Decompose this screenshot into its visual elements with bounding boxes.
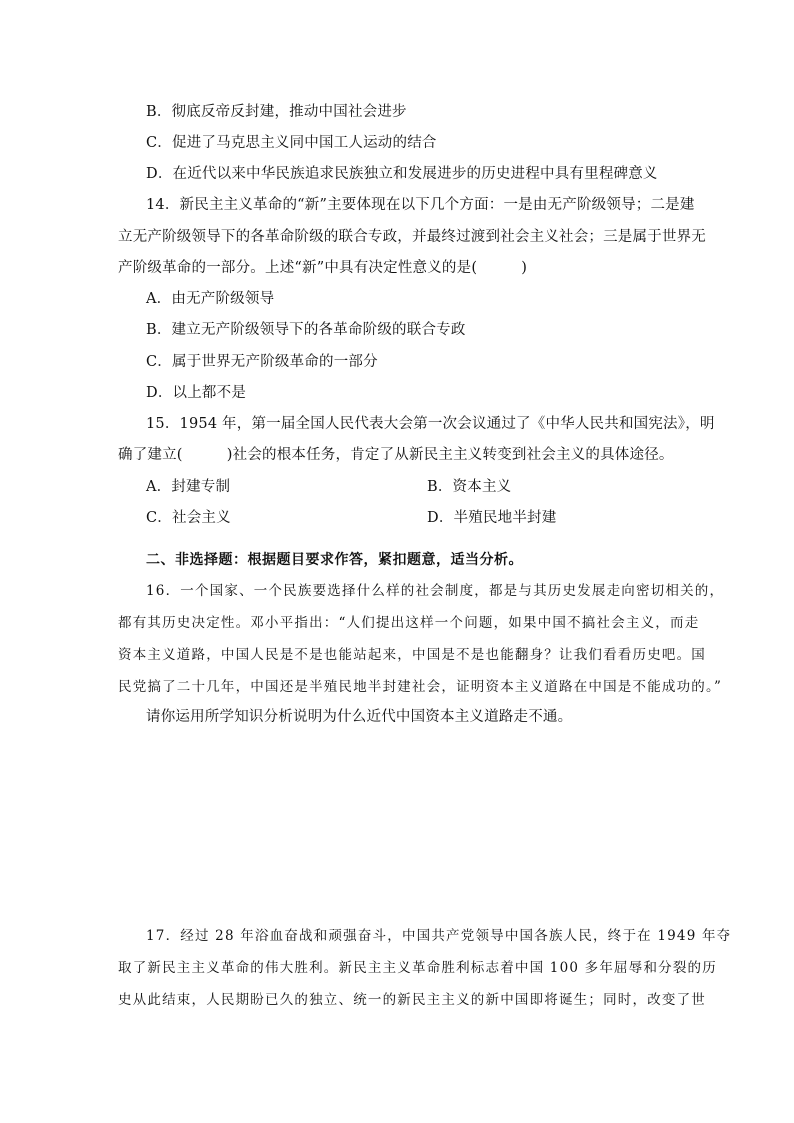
q14-stem-line2: 立无产阶级领导下的各革命阶级的联合专政，并最终过渡到社会主义社会；三是属于世界无 bbox=[118, 229, 706, 245]
q15-option-c: C．社会主义 bbox=[146, 510, 231, 526]
q14-stem-line3: 产阶级革命的一部分。上述“新”中具有决定性意义的是( ) bbox=[118, 260, 528, 276]
q14-stem-line1: 14．新民主主义革命的“新”主要体现在以下几个方面：一是由无产阶级领导；二是建 bbox=[146, 197, 695, 213]
q15-stem-line2: 确了建立( )社会的根本任务，肯定了从新民主主义转变到社会主义的具体途径。 bbox=[118, 447, 674, 463]
answer-space bbox=[118, 740, 678, 910]
q17-line3: 史从此结束，人民期盼已久的独立、统一的新民主主义的新中国即将诞生；同时，改变了世 bbox=[118, 992, 706, 1008]
q13-option-d: D．在近代以来中华民族追求民族独立和发展进步的历史进程中具有里程碑意义 bbox=[146, 166, 658, 182]
q16-line2: 都有其历史决定性。邓小平指出：“人们提出这样一个问题，如果中国不搞社会主义，而走 bbox=[118, 615, 700, 631]
section-2-title: 二、非选择题：根据题目要求作答，紧扣题意，适当分析。 bbox=[146, 552, 523, 568]
q16-line4: 民党搞了二十几年，中国还是半殖民地半封建社会，证明资本主义道路在中国是不能成功的。” bbox=[118, 679, 723, 695]
q14-option-c: C．属于世界无产阶级革命的一部分 bbox=[146, 354, 378, 370]
q17-line2: 取了新民主主义革命的伟大胜利。新民主主义革命胜利标志着中国 100 多年屈辱和分裂的历 bbox=[118, 960, 717, 976]
q15-stem-line1: 15．1954 年，第一届全国人民代表大会第一次会议通过了《中华人民共和国宪法》，明 bbox=[146, 416, 715, 432]
q13-option-c: C．促进了马克思主义同中国工人运动的结合 bbox=[146, 135, 437, 151]
q13-option-b: B．彻底反帝反封建，推动中国社会进步 bbox=[146, 104, 407, 120]
q16-line1: 16．一个国家、一个民族要选择什么样的社会制度，都是与其历史发展走向密切相关的， bbox=[146, 583, 725, 599]
q16-question: 请你运用所学知识分析说明为什么近代中国资本主义道路走不通。 bbox=[146, 709, 573, 725]
q16-line3: 资本主义道路，中国人民是不是也能站起来，中国是不是也能翻身？让我们看看历史吧。国 bbox=[118, 647, 706, 663]
q15-option-b: B．资本主义 bbox=[427, 479, 512, 495]
q14-option-a: A．由无产阶级领导 bbox=[146, 291, 275, 307]
q15-option-a: A．封建专制 bbox=[146, 479, 231, 495]
q17-line1: 17．经过 28 年浴血奋战和顽强奋斗，中国共产党领导中国各族人民，终于在 1949 年夺 bbox=[146, 928, 732, 944]
q14-option-b: B．建立无产阶级领导下的各革命阶级的联合专政 bbox=[146, 322, 466, 338]
q14-option-d: D．以上都不是 bbox=[146, 385, 247, 401]
q15-option-d: D．半殖民地半封建 bbox=[427, 510, 557, 526]
